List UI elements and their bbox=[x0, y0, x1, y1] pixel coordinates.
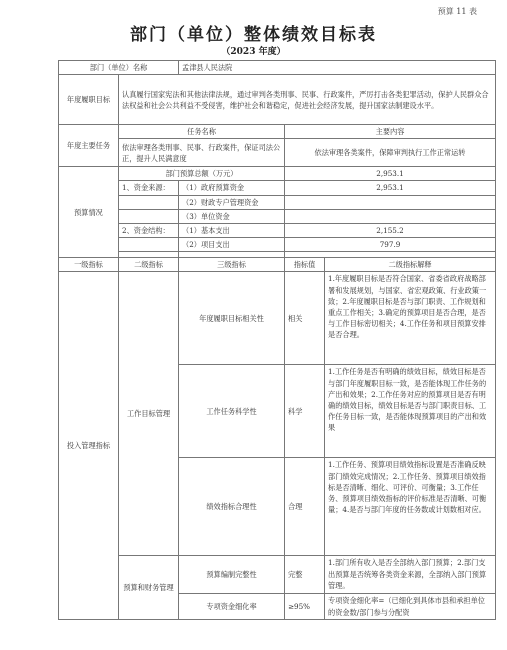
table-row bbox=[59, 238, 496, 252]
indicator-name: 预算编制完整性 bbox=[179, 556, 285, 594]
tasks-col-content: 主要内容 bbox=[285, 125, 496, 139]
table-row bbox=[59, 258, 496, 272]
dept-name-label: 部门（单位）名称 bbox=[59, 61, 179, 75]
struct-2-value: 797.9 bbox=[285, 238, 496, 252]
table-row bbox=[59, 139, 496, 167]
struct-2-label: （2）项目支出 bbox=[179, 238, 285, 252]
task-name: 依法审理各类刑事、民事、行政案件，保证司法公正，提升人民满意度 bbox=[119, 139, 285, 167]
table-row bbox=[59, 209, 496, 223]
header-desc: 二级指标解释 bbox=[325, 258, 496, 272]
page-title: 部门（单位）整体绩效目标表 bbox=[130, 25, 377, 45]
indicator-name: 工作任务科学性 bbox=[179, 365, 285, 458]
source-label: 1、资金来源： bbox=[119, 181, 179, 195]
performance-table bbox=[58, 60, 496, 620]
table-row bbox=[59, 125, 496, 139]
page-subtitle: （2023 年度） bbox=[221, 47, 286, 57]
indicator-desc: 专项资金细化率=（已细化到具体市县和承担单位的资金数/部门参与分配资 bbox=[325, 594, 496, 620]
indicator-name: 年度履职目标相关性 bbox=[179, 272, 285, 365]
indicator-value: 合理 bbox=[285, 458, 325, 556]
table-row bbox=[59, 75, 496, 125]
indicator-name: 绩效指标合理性 bbox=[179, 458, 285, 556]
source-1-label: （1）政府预算资金 bbox=[179, 181, 285, 195]
indicator-value: ≥95% bbox=[285, 594, 325, 620]
indicator-group-work: 工作目标管理 bbox=[119, 272, 179, 556]
empty-cell bbox=[119, 209, 179, 223]
tasks-col-name: 任务名称 bbox=[119, 125, 285, 139]
budget-total-label: 部门预算总额（万元） bbox=[119, 167, 285, 181]
tasks-label: 年度主要任务 bbox=[59, 125, 119, 167]
task-content: 依法审理各类案件，保障审判执行工作正常运转 bbox=[285, 139, 496, 167]
table-row bbox=[59, 61, 496, 75]
indicator-value: 科学 bbox=[285, 365, 325, 458]
indicator-desc: 1.部门所有收入是否全部纳入部门预算；2.部门支出预算是否统筹各类资金来源，全部纳入部门预算管理。 bbox=[325, 556, 496, 594]
indicator-value: 相关 bbox=[285, 272, 325, 365]
source-2-value bbox=[285, 195, 496, 209]
struct-1-label: （1）基本支出 bbox=[179, 223, 285, 237]
budget-label: 预算情况 bbox=[59, 167, 119, 258]
duty-label: 年度履职目标 bbox=[59, 75, 119, 125]
indicator-group-budget: 预算和财务管理 bbox=[119, 556, 179, 620]
struct-label: 2、资金结构： bbox=[119, 223, 179, 237]
dept-name-value: 孟津县人民法院 bbox=[179, 61, 496, 75]
header-value: 指标值 bbox=[285, 258, 325, 272]
indicator-desc: 1.年度履职目标是否符合国家、省委省政府战略部署和发展规划，与国家、省宏观政策、行业政策一致；2.年度履职目标是否与部门职责、工作规划和重点工作相关；3.确定的预算项目是否合理，是否与工作目标密切相关；4.工作任务和项目预算安排是否合理。 bbox=[325, 272, 496, 365]
table-row bbox=[59, 272, 496, 365]
table-row bbox=[59, 223, 496, 237]
indicator-value: 完整 bbox=[285, 556, 325, 594]
indicator-level1: 投入管理指标 bbox=[59, 272, 119, 620]
header-level2: 二级指标 bbox=[119, 258, 179, 272]
duty-text: 认真履行国家宪法和其他法律法规，通过审判各类刑事、民事、行政案件，严厉打击各类犯罪活动，保护人民群众合法权益和社会公共利益不受侵害，维护社会和谐稳定，促进社会经济发展，提升国家法制建设水平。 bbox=[119, 75, 496, 125]
table-row bbox=[59, 181, 496, 195]
header-level3: 三级指标 bbox=[179, 258, 285, 272]
indicator-name: 专项资金细化率 bbox=[179, 594, 285, 620]
table-row bbox=[59, 195, 496, 209]
table-number-label: 预算 11 表 bbox=[437, 7, 477, 16]
empty-cell bbox=[119, 195, 179, 209]
indicator-desc: 1.工作任务是否有明确的绩效目标，绩效目标是否与部门年度履职目标一致，是否能体现工作任务的产出和效果；2.工作任务对应的预算项目是否有明确的绩效目标，绩效目标是否与部门职责目标、工作任务目标一致，是否能体现预算项目的产出和效果 bbox=[325, 365, 496, 458]
source-3-label: （3）单位资金 bbox=[179, 209, 285, 223]
budget-total-value: 2,953.1 bbox=[285, 167, 496, 181]
indicator-desc: 1.工作任务、预算项目绩效指标设置是否准确反映部门绩效完成情况；2.工作任务、预算项目绩效指标是否清晰、细化、可评价、可衡量；3.工作任务、预算项目绩效指标的评价标准是否清晰、可衡量；4.是否与部门年度的任务数或计划数相对应。 bbox=[325, 458, 496, 556]
header-level1: 一级指标 bbox=[59, 258, 119, 272]
source-1-value: 2,953.1 bbox=[285, 181, 496, 195]
table-row bbox=[59, 556, 496, 594]
source-2-label: （2）财政专户管理资金 bbox=[179, 195, 285, 209]
source-3-value bbox=[285, 209, 496, 223]
empty-cell bbox=[119, 238, 179, 252]
table-row bbox=[59, 167, 496, 181]
struct-1-value: 2,155.2 bbox=[285, 223, 496, 237]
